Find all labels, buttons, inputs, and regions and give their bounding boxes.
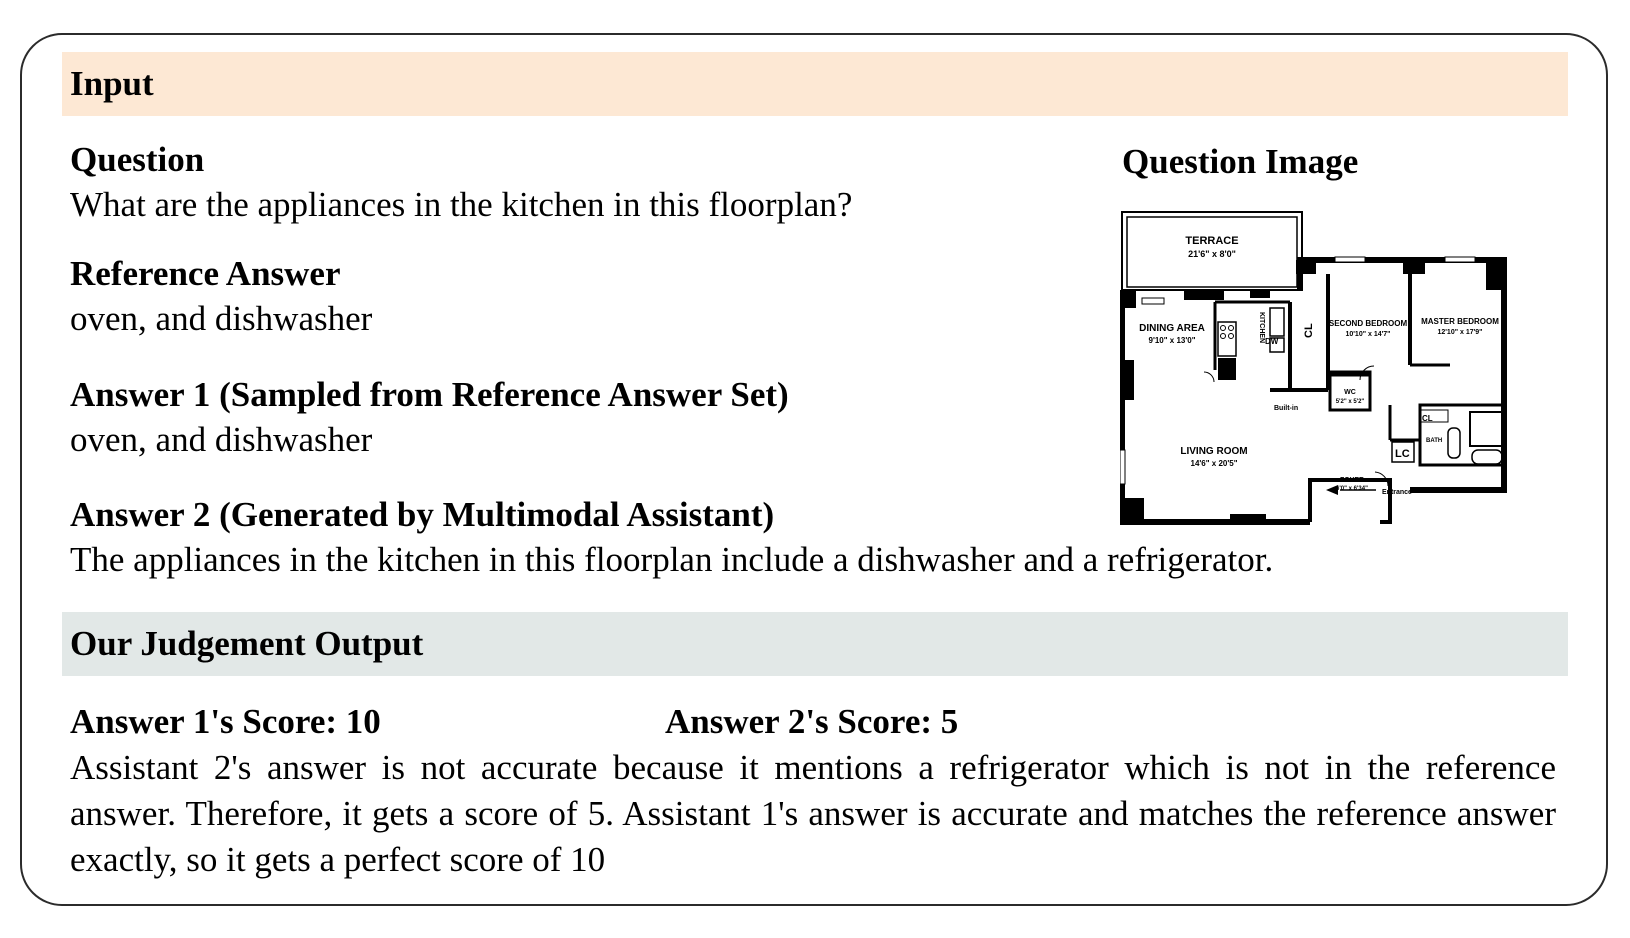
living-room-label: LIVING ROOM (1180, 446, 1248, 457)
reference-block (70, 252, 372, 342)
linen-closet-label: LC (1395, 448, 1410, 460)
answer2-label: Answer 2 (Generated by Multimodal Assistant) (70, 495, 775, 534)
terrace-dim: 21'6" x 8'0" (1188, 249, 1236, 259)
dining-dim: 9'10" x 13'0" (1148, 336, 1196, 345)
foyer-label: FOYER (1339, 477, 1365, 484)
answer2-score: Answer 2's Score: 5 (665, 702, 959, 741)
answer1-score: Answer 1's Score: 10 (70, 702, 381, 741)
foyer-dim: 6'0" x 6'34" (1336, 486, 1368, 492)
second-bedroom-label: SECOND BEDROOM (1328, 319, 1408, 328)
question-image-label: Question Image (1122, 142, 1359, 181)
entrance-label: Entrance (1382, 489, 1412, 496)
judgement-header: Our Judgement Output (62, 612, 1568, 676)
built-in-label: Built-in (1274, 405, 1299, 412)
master-bedroom-dim: 12'10" x 17'9" (1437, 329, 1483, 336)
wc-label: WC (1344, 389, 1356, 396)
input-header: Input (62, 52, 1568, 116)
living-room-dim: 14'6" x 20'5" (1190, 459, 1238, 468)
terrace-label: TERRACE (1185, 235, 1239, 247)
floorplan-image (1120, 210, 1520, 530)
wc-dim: 5'2" x 5'2" (1335, 399, 1365, 405)
dining-label: DINING AREA (1139, 323, 1205, 334)
master-bedroom-label: MASTER BEDROOM (1421, 317, 1499, 326)
question-block (70, 138, 852, 228)
question-label: Question (70, 140, 205, 179)
closet-label: CL (1303, 323, 1315, 338)
answer2-block (70, 493, 1273, 583)
reference-label: Reference Answer (70, 254, 341, 293)
judgement-text: Assistant 2's answer is not accurate because it mentions a refrigerator which is not in the reference answer. Therefore, it gets a score of 5. Assistant 1's answer is accurate and matches the reference answer exactly, so it gets a perfect score of 10 (70, 748, 1556, 879)
answer1-text: oven, and dishwasher (70, 420, 373, 459)
question-text: What are the appliances in the kitchen in this floorplan? (70, 185, 853, 224)
kitchen-label: KITCHEN (1258, 312, 1265, 344)
closet2-label: CL (1422, 414, 1433, 423)
answer1-label: Answer 1 (Sampled from Reference Answer Set) (70, 375, 789, 414)
dishwasher-label: DW (1265, 337, 1279, 346)
reference-text: oven, and dishwasher (70, 299, 373, 338)
answer1-block (70, 373, 789, 463)
bath-label: BATH (1426, 438, 1443, 444)
second-bedroom-dim: 10'10" x 14'7" (1345, 331, 1391, 338)
answer2-text: The appliances in the kitchen in this floorplan include a dishwasher and a refrigerator. (70, 540, 1274, 579)
